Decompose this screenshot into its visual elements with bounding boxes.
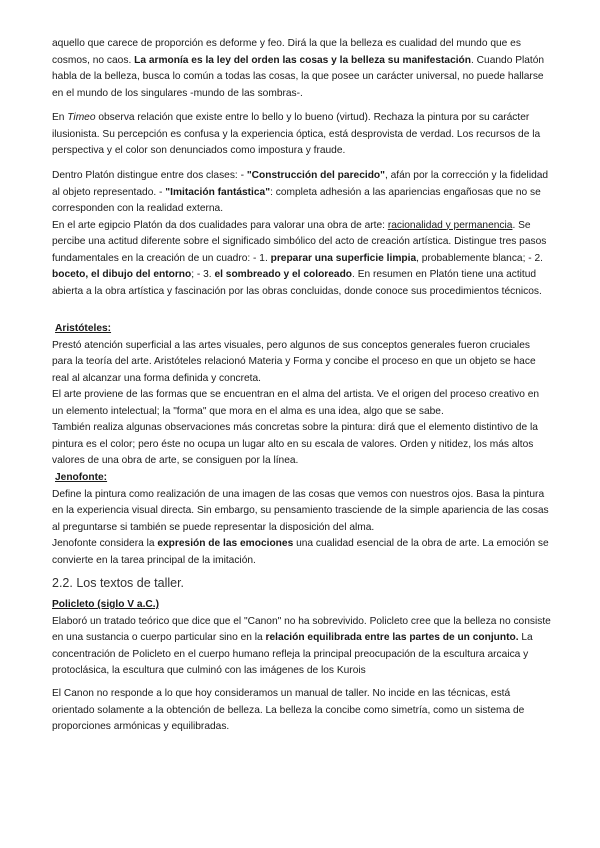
paragraph-two-classes: Dentro Platón distingue entre dos clases: - "Construcción del parecido", afán por la corrección y la fidelidad al objeto representado. - "Imitación fantástica": completa adhesión a las apariencias engañosas que no se corresponden con la realidad externa. bbox=[52, 170, 549, 214]
heading-jenofonte: Jenofonte: bbox=[55, 472, 108, 483]
paragraph: Elaboró un tratado teórico que dice que el "Canon" no ha sobrevivido. Policleto cree que la belleza no consiste en una sustancia o cuerpo particular sino en la relación equilibrada entre las partes de un conjunto. La concentración de Policleto en el cuerpo humano refleja la principal preocupación de la escultura arcaica y protoclásica, la escultura que culminó con las imágenes de los Kurois bbox=[52, 615, 551, 676]
heading-policleto: Policleto (siglo V a.C.) bbox=[52, 599, 159, 610]
paragraph: Jenofonte considera la expresión de las emociones una cualidad esencial de la obra de arte. La emoción se convierte en la tarea principal de la imitación. bbox=[52, 538, 549, 566]
italic-timeo: Timeo bbox=[67, 112, 96, 123]
paragraph-canon: El Canon no responde a lo que hoy consideramos un manual de taller. No incide en las técnicas, está orientado solamente a la obtención de belleza. La belleza la concibe como simetría, como un sistema de proporciones armónicas y equilibradas. bbox=[52, 688, 525, 732]
section-policleto bbox=[52, 597, 552, 680]
paragraph-timeo: En Timeo observa relación que existe entre lo bello y lo bueno (virtud). Rechaza la pintura por su carácter ilusionista. Su percepción es confusa y la experiencia óptica, está desprovista de verdad. Los recursos de la perspectiva y el color son denunciados como impostura y fraude. bbox=[52, 112, 541, 156]
paragraph: También realiza algunas observaciones más concretas sobre la pintura: dirá que el elemento distintivo de la pintura es el color; pero éste no ocupa un lugar alto en su escala de valores. Orden y nitidez, los más altos valores de una obra de arte, se consiguen por la línea. bbox=[52, 422, 538, 466]
paragraph-harmony: aquello que carece de proporción es deforme y feo. Dirá la que la belleza es cualidad del mundo que es cosmos, no caos. La armonía es la ley del orden las cosas y la belleza su manifestación. Cuando Platón habla de la belleza, busca lo común a todas las cosas, la que posee un carácter universal, no puede hallarse en el mundo de los singulares -mundo de las sombras-. bbox=[52, 38, 545, 99]
paragraph: Define la pintura como realización de una imagen de las cosas que vemos con nuestros ojos. Basa la pintura en la experiencia visual directa. Sin embargo, su pensamiento trasciende de la simple apariencia de las cosas al preguntarse si también se puede representar la disposición del alma. bbox=[52, 488, 549, 533]
section-jenofonte bbox=[52, 470, 552, 569]
paragraph-platon-classes bbox=[52, 168, 552, 300]
section-title: 2.2. Los textos de taller. bbox=[52, 576, 185, 590]
paragraph: El arte proviene de las formas que se encuentran en el alma del artista. Ve el origen del proceso creativo en un elemento intelectual; la "forma" que mora en el alma es una idea, algo que se sabe. bbox=[52, 389, 540, 417]
paragraph: Prestó atención superficial a las artes visuales, pero algunos de sus conceptos generales fueron cruciales para la teoría del arte. Aristóteles relacionó Materia y Forma y concibe el proceso en que un objeto se hace real al alcanzar una forma definida y concreta. bbox=[52, 339, 536, 384]
paragraph-egyptian-art: En el arte egipcio Platón da dos cualidades para valorar una obra de arte: racionalidad y permanencia. Se percibe una actitud diferente sobre el significado simbólico del acto de creación artística. Distingue tres pasos fundamentales en la creación de un cuadro: - 1. preparar una superficie limpia, probablemente blanca; - 2. boceto, el dibujo del entorno; - 3. el sombreado y el coloreado. En resumen en Platón tiene una actitud abierta a la obra artística y fascinación por las obras concluidas, donde conoce sus procedimientos técnicos. bbox=[52, 219, 547, 297]
bold-harmony: La armonía es la ley del orden las cosas y la belleza su manifestación bbox=[134, 54, 472, 66]
heading-aristoteles: Aristóteles: bbox=[55, 323, 112, 334]
section-aristoteles bbox=[52, 321, 552, 470]
